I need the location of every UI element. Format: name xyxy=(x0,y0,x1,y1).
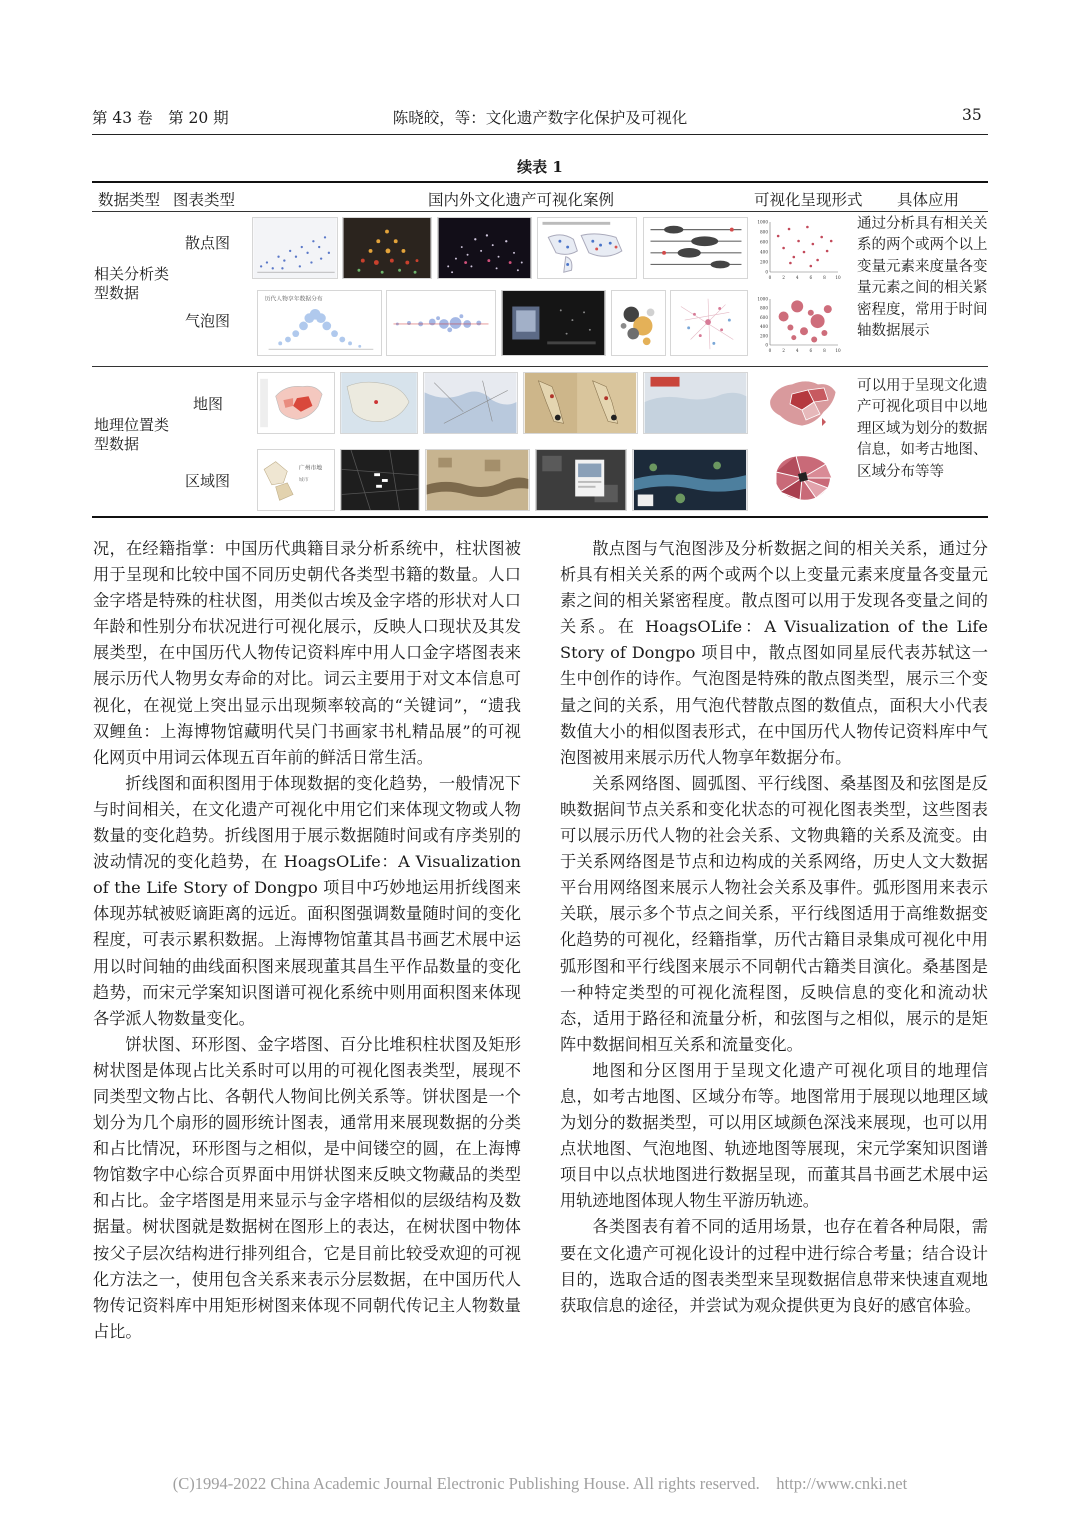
region-case-subtitle: 城市 xyxy=(298,477,309,483)
copyright-text: (C)1994-2022 China Academic Journal Electronic Publishing House. All rights reserved. xyxy=(172,1474,760,1493)
region-case-thumbnail xyxy=(632,449,748,511)
china-choropleth-sample xyxy=(762,374,840,432)
header-rule xyxy=(92,134,988,135)
table-header-rule xyxy=(92,211,988,212)
y-tick-label: 800 xyxy=(760,229,768,235)
data-point xyxy=(800,327,808,335)
region-case-title: 广州市地 xyxy=(298,465,323,472)
data-point xyxy=(824,305,832,313)
y-tick-label: 200 xyxy=(760,333,768,339)
y-tick-label: 1000 xyxy=(757,219,768,225)
y-tick-label: 800 xyxy=(760,305,768,311)
data-point xyxy=(821,330,827,336)
scatter-case-thumbnail xyxy=(643,217,748,279)
x-tick-label: 10 xyxy=(835,275,841,280)
data-point xyxy=(803,251,806,254)
data-point xyxy=(791,335,796,340)
x-tick-label: 2 xyxy=(782,275,785,280)
data-point xyxy=(811,336,817,342)
group-correlation-label: 相关分析类型数据 xyxy=(94,265,170,302)
x-tick-label: 0 xyxy=(768,348,772,353)
data-point xyxy=(830,240,833,243)
col-header-application: 具体应用 xyxy=(897,191,960,209)
journal-volume-issue: 第 43 卷 第 20 期 xyxy=(92,109,229,127)
paragraph: 散点图与气泡图涉及分析数据之间的相关关系，通过分析具有相关关系的两个或两个以上变量元素来度量各变量元素之间的相关紧密程度。散点图可以用于发现各变量之间的关系。在 HoagsOLife：A Visualization of the Life Story of Dongpo 项目中，散点图如同星辰代表苏轼这一生中创作的诗作。气泡图是特殊的散点图类型，展示三个变量之间的关系，用气泡代替散点图的数值点，面积大小代表数值大小的相似图表形式，在中国历代人物传记资料库中气泡图被用来展示历代人物享年数据分布。 xyxy=(560,539,988,767)
data-point xyxy=(811,314,825,328)
region-case-thumbnail xyxy=(340,449,420,511)
running-title: 陈晓皎，等：文化遗产数字化保护及可视化 xyxy=(392,109,688,127)
region-case-thumbnail xyxy=(535,449,627,511)
table-bottom-rule xyxy=(92,516,988,518)
region-case-thumbnail xyxy=(257,449,335,511)
bubble-case-title: 历代人物享年数据分布 xyxy=(264,296,323,303)
row-label-map: 地图 xyxy=(193,395,224,413)
map-case-thumbnail xyxy=(523,372,638,434)
x-tick-label: 0 xyxy=(768,275,772,280)
table-group-rule xyxy=(92,366,988,367)
x-tick-label: 4 xyxy=(795,348,799,353)
x-tick-label: 8 xyxy=(823,275,826,280)
x-tick-label: 10 xyxy=(835,348,841,353)
data-point xyxy=(812,243,815,246)
paragraph: 饼状图、环形图、金字塔图、百分比堆积柱状图及矩形树状图是体现占比关系时可以用的可视化图表类型，展现不同类型文物占比、各朝代人物间比例关系等。饼状图是一个划分为几个扇形的圆形统计图表，通常用来展现数据的分类和占比情况，环形图与之相似，是中间镂空的圆，在上海博物馆数字中心综合页界面中用饼状图来反映文物藏品的类型和占比。金字塔图是用来显示与金字塔相似的层级结构及数据量。树状图就是数据树在图形上的表达，在树状图中物体按父子层次结构进行排列组合，它是目前比较受欢迎的可视化方法之一，使用包含关系来表示分层数据，在中国历代人物传记资料库中用矩形树图来体现不同朝代传记主人物数量占比。 xyxy=(93,1034,521,1341)
y-tick-label: 600 xyxy=(760,239,768,245)
col-header-data-type: 数据类型 xyxy=(98,191,161,209)
page-number: 35 xyxy=(962,106,982,124)
table-top-rule xyxy=(92,181,988,183)
scatter-case-thumbnail xyxy=(537,217,637,279)
body-right-column xyxy=(560,536,988,1319)
col-header-cases: 国内外文化遗产可视化案例 xyxy=(428,191,615,209)
x-tick-label: 8 xyxy=(823,348,826,353)
data-point xyxy=(808,310,814,316)
bubble-case-thumbnail xyxy=(257,290,382,356)
data-point xyxy=(806,226,809,229)
data-point xyxy=(791,300,803,312)
data-point xyxy=(816,259,819,262)
x-tick-label: 2 xyxy=(782,348,785,353)
col-header-chart-type: 图表类型 xyxy=(173,191,236,209)
col-header-presentation: 可视化呈现形式 xyxy=(754,191,863,209)
y-tick-label: 400 xyxy=(760,324,768,330)
map-case-thumbnail xyxy=(257,372,335,434)
map-case-thumbnail xyxy=(340,372,418,434)
row-label-bubble: 气泡图 xyxy=(185,312,231,330)
data-point xyxy=(820,236,823,239)
application-correlation: 通过分析具有相关关系的两个或两个以上变量元素来度量各变量元素之间的相关紧密程度，常用于时间轴数据展示 xyxy=(857,216,988,340)
data-point xyxy=(793,256,796,259)
group-geo-label: 地理位置类型数据 xyxy=(94,416,170,453)
region-case-thumbnail xyxy=(425,449,530,511)
row-label-scatter: 散点图 xyxy=(185,234,231,252)
bubble-sample-chart xyxy=(754,293,844,357)
scatter-case-thumbnail xyxy=(342,217,432,279)
bubble-case-thumbnail xyxy=(670,290,748,356)
scatter-sample-chart xyxy=(754,216,844,284)
data-point xyxy=(777,235,780,238)
scatter-case-thumbnail xyxy=(252,217,338,279)
data-point xyxy=(810,265,813,268)
y-tick-label: 0 xyxy=(765,342,768,348)
row-label-region: 区域图 xyxy=(185,472,231,490)
x-tick-label: 4 xyxy=(795,275,799,280)
map-case-thumbnail xyxy=(423,372,518,434)
y-tick-label: 1000 xyxy=(757,296,768,302)
table-caption: 续表 1 xyxy=(517,158,563,176)
data-point xyxy=(789,262,792,265)
paragraph: 况，在经籍指掌：中国历代典籍目录分析系统中，柱状图被用于呈现和比较中国不同历史朝代各类型书籍的数量。人口金字塔是特殊的柱状图，用类似古埃及金字塔的形状对人口年龄和性别分布状况进行可视化展示，反映人口现状及其发展类型，在中国历代人物传记资料库中用人口金字塔图表来展示历代人物男女寿命的对比。词云主要用于对文本信息可视化，在视觉上突出显示出现频率较高的“关键词”，“遗我双鲤鱼：上海博物馆藏明代吴门书画家书札精品展”的可视化网页中用词云体现五百年前的鲜活日常生活。 xyxy=(93,539,521,767)
data-point xyxy=(787,325,793,331)
bubble-case-thumbnail xyxy=(501,290,606,356)
paragraph: 地图和分区图用于呈现文化遗产可视化项目的地理信息，如考古地图、区域分布等。地图常用于展现以地理区域为划分的数据类型，可以用区域颜色深浅来展现，也可以用点状地图、气泡地图、轨迹地图等展现，宋元学案知识图谱项目中以点状地图进行数据呈现，而董其昌书画艺术展中运用轨迹地图体现人物生平游历轨迹。 xyxy=(560,1060,988,1211)
paragraph: 关系网络图、圆弧图、平行线图、桑基图及和弦图是反映数据间节点关系和变化状态的可视化图表类型，这些图表可以展示历代人物的社会关系、文物典籍的关系及流变。由于关系网络图是节点和边构成的关系网络，历史人文大数据平台用网络图来展示人物社会关系及事件。弧形图用来表示关联，展示多个节点之间关系，平行线图适用于高维数据变化趋势的可视化，经籍指掌，历代古籍目录集成可视化中用弧形图和平行线图来展示不同朝代古籍类目演化。桑基图是一种特定类型的可视化流程图，反映信息的变化和流动状态，适用于路径和流量分析，和弦图与之相似，展示的是矩阵中数据间相互关系和流量变化。 xyxy=(560,773,988,1054)
data-point xyxy=(779,311,789,321)
region-sample-map xyxy=(766,448,838,508)
scatter-case-thumbnail xyxy=(437,217,532,279)
x-tick-label: 6 xyxy=(809,348,813,353)
data-point xyxy=(788,228,791,231)
y-tick-label: 0 xyxy=(765,269,768,275)
body-left-column xyxy=(93,536,521,1345)
data-point xyxy=(826,250,829,253)
y-tick-label: 600 xyxy=(760,314,768,320)
data-point xyxy=(782,247,785,250)
map-case-thumbnail xyxy=(643,372,748,434)
copyright-footer xyxy=(0,1474,1080,1494)
paragraph: 各类图表有着不同的适用场景，也存在着各种局限，需要在文化遗产可视化设计的过程中进行综合考量；结合设计目的，选取合适的图表类型来呈现数据信息带来快速直观地获取信息的途径，并尝试为观众提供更为良好的感官体验。 xyxy=(560,1217,988,1315)
bubble-case-thumbnail xyxy=(611,290,666,356)
paragraph: 折线图和面积图用于体现数据的变化趋势，一般情况下与时间相关，在文化遗产可视化中用它们来体现文物或人物数量的变化趋势。折线图用于展示数据随时间或有序类别的波动情况的变化趋势，在 HoagsOLife：A Visualization of the Life Story of Dongpo 项目中巧妙地运用折线图来体现苏轼被贬谪距离的远近。面积图强调数量随时间的变化程度，可表示累积数据。上海博物馆董其昌书画艺术展中运用以时间轴的曲线面积图来展现董其昌生平作品数量的变化趋势，而宋元学案知识图谱可视化系统中则用面积图来体现各学派人物数量变化。 xyxy=(93,773,521,1028)
y-tick-label: 200 xyxy=(760,259,768,265)
y-tick-label: 400 xyxy=(760,249,768,255)
data-point xyxy=(797,240,800,243)
application-geo: 可以用于呈现文化遗产可视化项目中以地理区域为划分的数据信息，如考古地图、区域分布等等 xyxy=(857,378,988,480)
bubble-case-thumbnail xyxy=(386,290,496,356)
cnki-url[interactable]: http://www.cnki.net xyxy=(776,1474,908,1493)
x-tick-label: 6 xyxy=(809,275,813,280)
